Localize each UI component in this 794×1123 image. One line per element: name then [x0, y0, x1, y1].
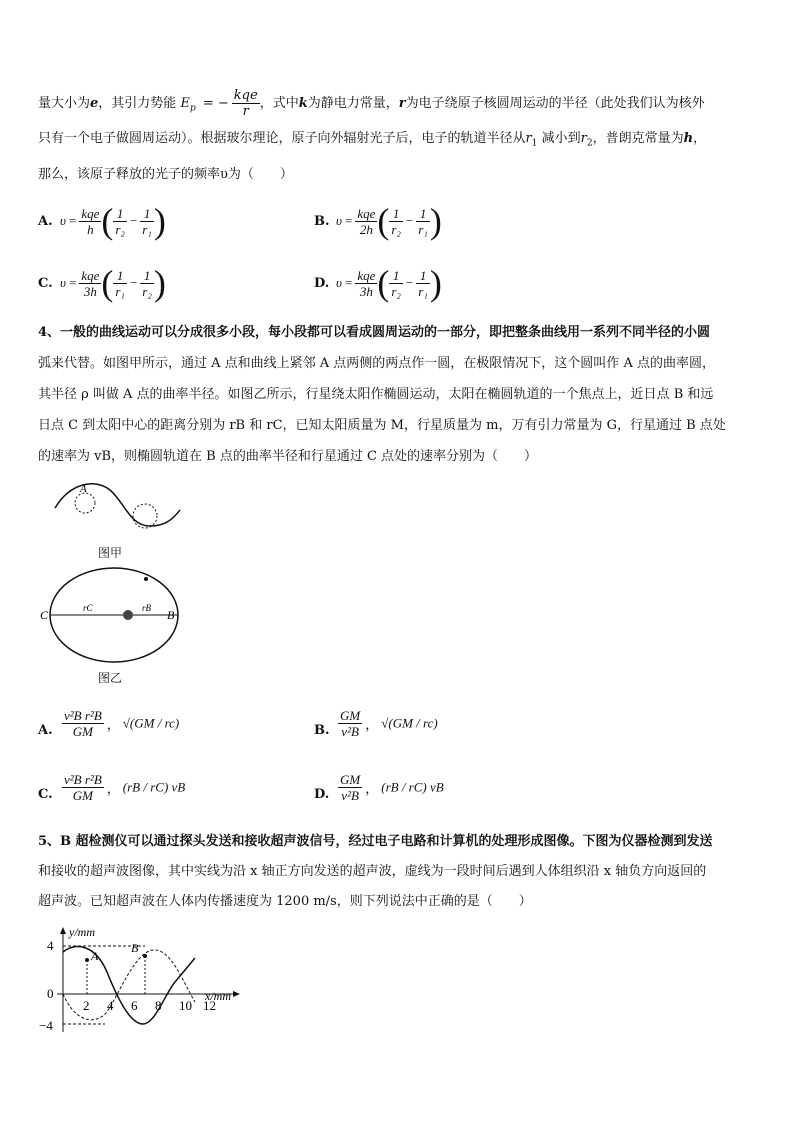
q3-option-formula: υ = $\frac{\text{kqe}}{2h}$ ( $\frac{1}{\text{r₂}}$ − $\frac{1}{\text{r₁}}$ )	[336, 201, 442, 241]
q3-var-k: k	[298, 96, 308, 111]
x-tick: 8	[155, 998, 162, 1013]
figure-jia-point-a: A	[80, 483, 87, 495]
q3-var-h: h	[683, 131, 694, 146]
x-tick: 6	[131, 998, 138, 1013]
q4-option-formula: $\frac{\text{v²B r²B}}{GM}$ ， (rB / rC) vB	[64, 772, 186, 803]
q4-line-3: 其半径 ρ 叫做 A 点的曲率半径。如图乙所示，行星绕太阳作椭圆运动，太阳在椭圆轨道的一个焦点上，近日点 B 和远	[38, 387, 714, 402]
q4-option-label[interactable]: C.	[38, 787, 53, 802]
q3-option-label[interactable]: D.	[314, 276, 330, 291]
q4-option-label[interactable]: B.	[314, 723, 330, 738]
x-tick: 10	[179, 998, 192, 1013]
curvature-circle-b	[133, 504, 157, 528]
q3-potential-fraction: $\frac{\text{kqe}}{r}$	[233, 88, 258, 119]
q3-var-r2: r	[580, 131, 587, 146]
point-a-dot	[85, 958, 89, 962]
y-tick-neg4: −4	[39, 1018, 53, 1033]
q3-sub-p: p	[189, 103, 196, 114]
q5-line-1: 5、B 超检测仪可以通过探头发送和接收超声波信号，经过电子电路和计算机的处理形成图像。下图为仪器检测到发送	[38, 834, 713, 849]
x-tick: 12	[203, 998, 216, 1013]
q4-option-label[interactable]: D.	[314, 787, 330, 802]
q3-var-r: r	[398, 96, 406, 111]
x-axis-label: x/mm	[205, 989, 231, 1003]
sun-dot	[123, 610, 133, 620]
y-axis-arrow	[60, 927, 66, 934]
point-b-dot	[143, 954, 147, 958]
figure-jia-caption: 图甲	[98, 546, 123, 560]
q4-line-2: 弧来代替。如图甲所示，通过 A 点和曲线上紧邻 A 点两侧的两点作一圆，在极限情况下，这个圆叫作 A 点的曲率圆，	[38, 356, 715, 371]
nu-symbol: υ	[336, 275, 342, 290]
q4-line-1: 4、一般的曲线运动可以分成很多小段，每小段都可以看成圆周运动的一部分，即把整条曲线用一系列不同半径的小圆	[38, 325, 711, 340]
q5-line-2: 和接收的超声波图像，其中实线为沿 x 轴正方向发送的超声波，虚线为一段时间后遇到人体组织沿 x 轴负方向返回的	[38, 864, 707, 879]
q3-var-e: e	[90, 96, 99, 111]
planet-dot	[144, 577, 148, 581]
q3-var-r1: r	[525, 131, 532, 146]
y-tick-4: 4	[47, 938, 54, 953]
q3-option-formula: υ = $\frac{\text{kqe}}{3h}$ ( $\frac{1}{\text{r₂}}$ − $\frac{1}{\text{r₁}}$ )	[336, 263, 442, 303]
q3-text: 量大小为	[38, 96, 91, 111]
q5-line-3: 超声波。已知超声波在人体内传播速度为 1200 m/s，则下列说法中正确的是（ ）	[38, 894, 532, 909]
y-tick-0: 0	[47, 986, 54, 1001]
q4-line-5: 的速率为 vB，则椭圆轨道在 B 点的曲率半径和行星通过 C 点处的速率分别为（ ）	[38, 449, 538, 464]
q4-option-formula: $\frac{GM}{\text{v²B}}$ ， √(GM / rc)	[340, 708, 438, 739]
x-ticks	[83, 998, 216, 1013]
y-axis-label: y/mm	[69, 925, 95, 939]
q4-option-label[interactable]: A.	[38, 723, 53, 738]
figure-yi-ellipse	[38, 565, 188, 670]
q3-text: 为电子绕原子核圆周运动的半径（此处我们认为核外	[405, 96, 705, 111]
q3-line-1: 量大小为e，其引力势能 $E_p$ = − $\frac{\text{kqe}}{r}$ ，式中k为静电力常量，r为电子绕原子核圆周运动的半径（此处我们认为核外	[38, 88, 705, 119]
label-b: B	[167, 608, 175, 622]
point-a-label: A	[91, 949, 99, 963]
nu-symbol: υ	[336, 213, 342, 228]
q3-option-label[interactable]: B.	[314, 214, 330, 229]
q3-option-formula: υ = $\frac{\text{kqe}}{h}$ ( $\frac{1}{\text{r₂}}$ − $\frac{1}{\text{r₁}}$ )	[60, 201, 166, 241]
figure-yi-caption: 图乙	[98, 671, 123, 685]
point-b-label: B	[131, 941, 139, 955]
label-rc: rC	[83, 603, 93, 613]
q3-line-2: 只有一个电子做圆周运动）。根据玻尔理论，原子向外辐射光子后，电子的轨道半径从$r_1$ 减小到$r_2$，普朗克常量为h，	[38, 131, 707, 149]
q4-line-4: 日点 C 到太阳中心的距离分别为 rB 和 rC，已知太阳质量为 M，行星质量为 m，万有引力常量为 G，行星通过 B 点处	[38, 418, 726, 433]
nu-symbol: υ	[60, 275, 66, 290]
nu-symbol: υ	[60, 213, 66, 228]
q3-text: ，其引力势能	[98, 96, 177, 111]
label-rb: rB	[142, 603, 151, 613]
q3-var-E: E	[180, 96, 190, 111]
q3-line-3: 那么，该原子释放的光子的频率υ为（ ）	[38, 167, 293, 182]
x-tick: 2	[83, 998, 90, 1013]
q4-option-formula: $\frac{GM}{\text{v²B}}$ ， (rB / rC) vB	[340, 772, 444, 803]
q5-wave-graph	[35, 922, 250, 1037]
q3-text: 为静电力常量，	[307, 96, 399, 111]
curvature-circle-a	[75, 493, 95, 513]
x-tick: 4	[107, 998, 114, 1013]
figure-jia-curve	[50, 478, 185, 538]
q3-text: ，式中	[259, 96, 299, 111]
q3-option-formula: υ = $\frac{\text{kqe}}{3h}$ ( $\frac{1}{\text{r₁}}$ − $\frac{1}{\text{r₂}}$ )	[60, 263, 166, 303]
q3-option-label[interactable]: A.	[38, 214, 53, 229]
q3-option-label[interactable]: C.	[38, 276, 53, 291]
x-axis-arrow	[233, 991, 240, 997]
label-c: C	[40, 608, 49, 622]
q4-option-formula: $\frac{\text{v²B r²B}}{GM}$ ， √(GM / rc)	[64, 708, 180, 739]
